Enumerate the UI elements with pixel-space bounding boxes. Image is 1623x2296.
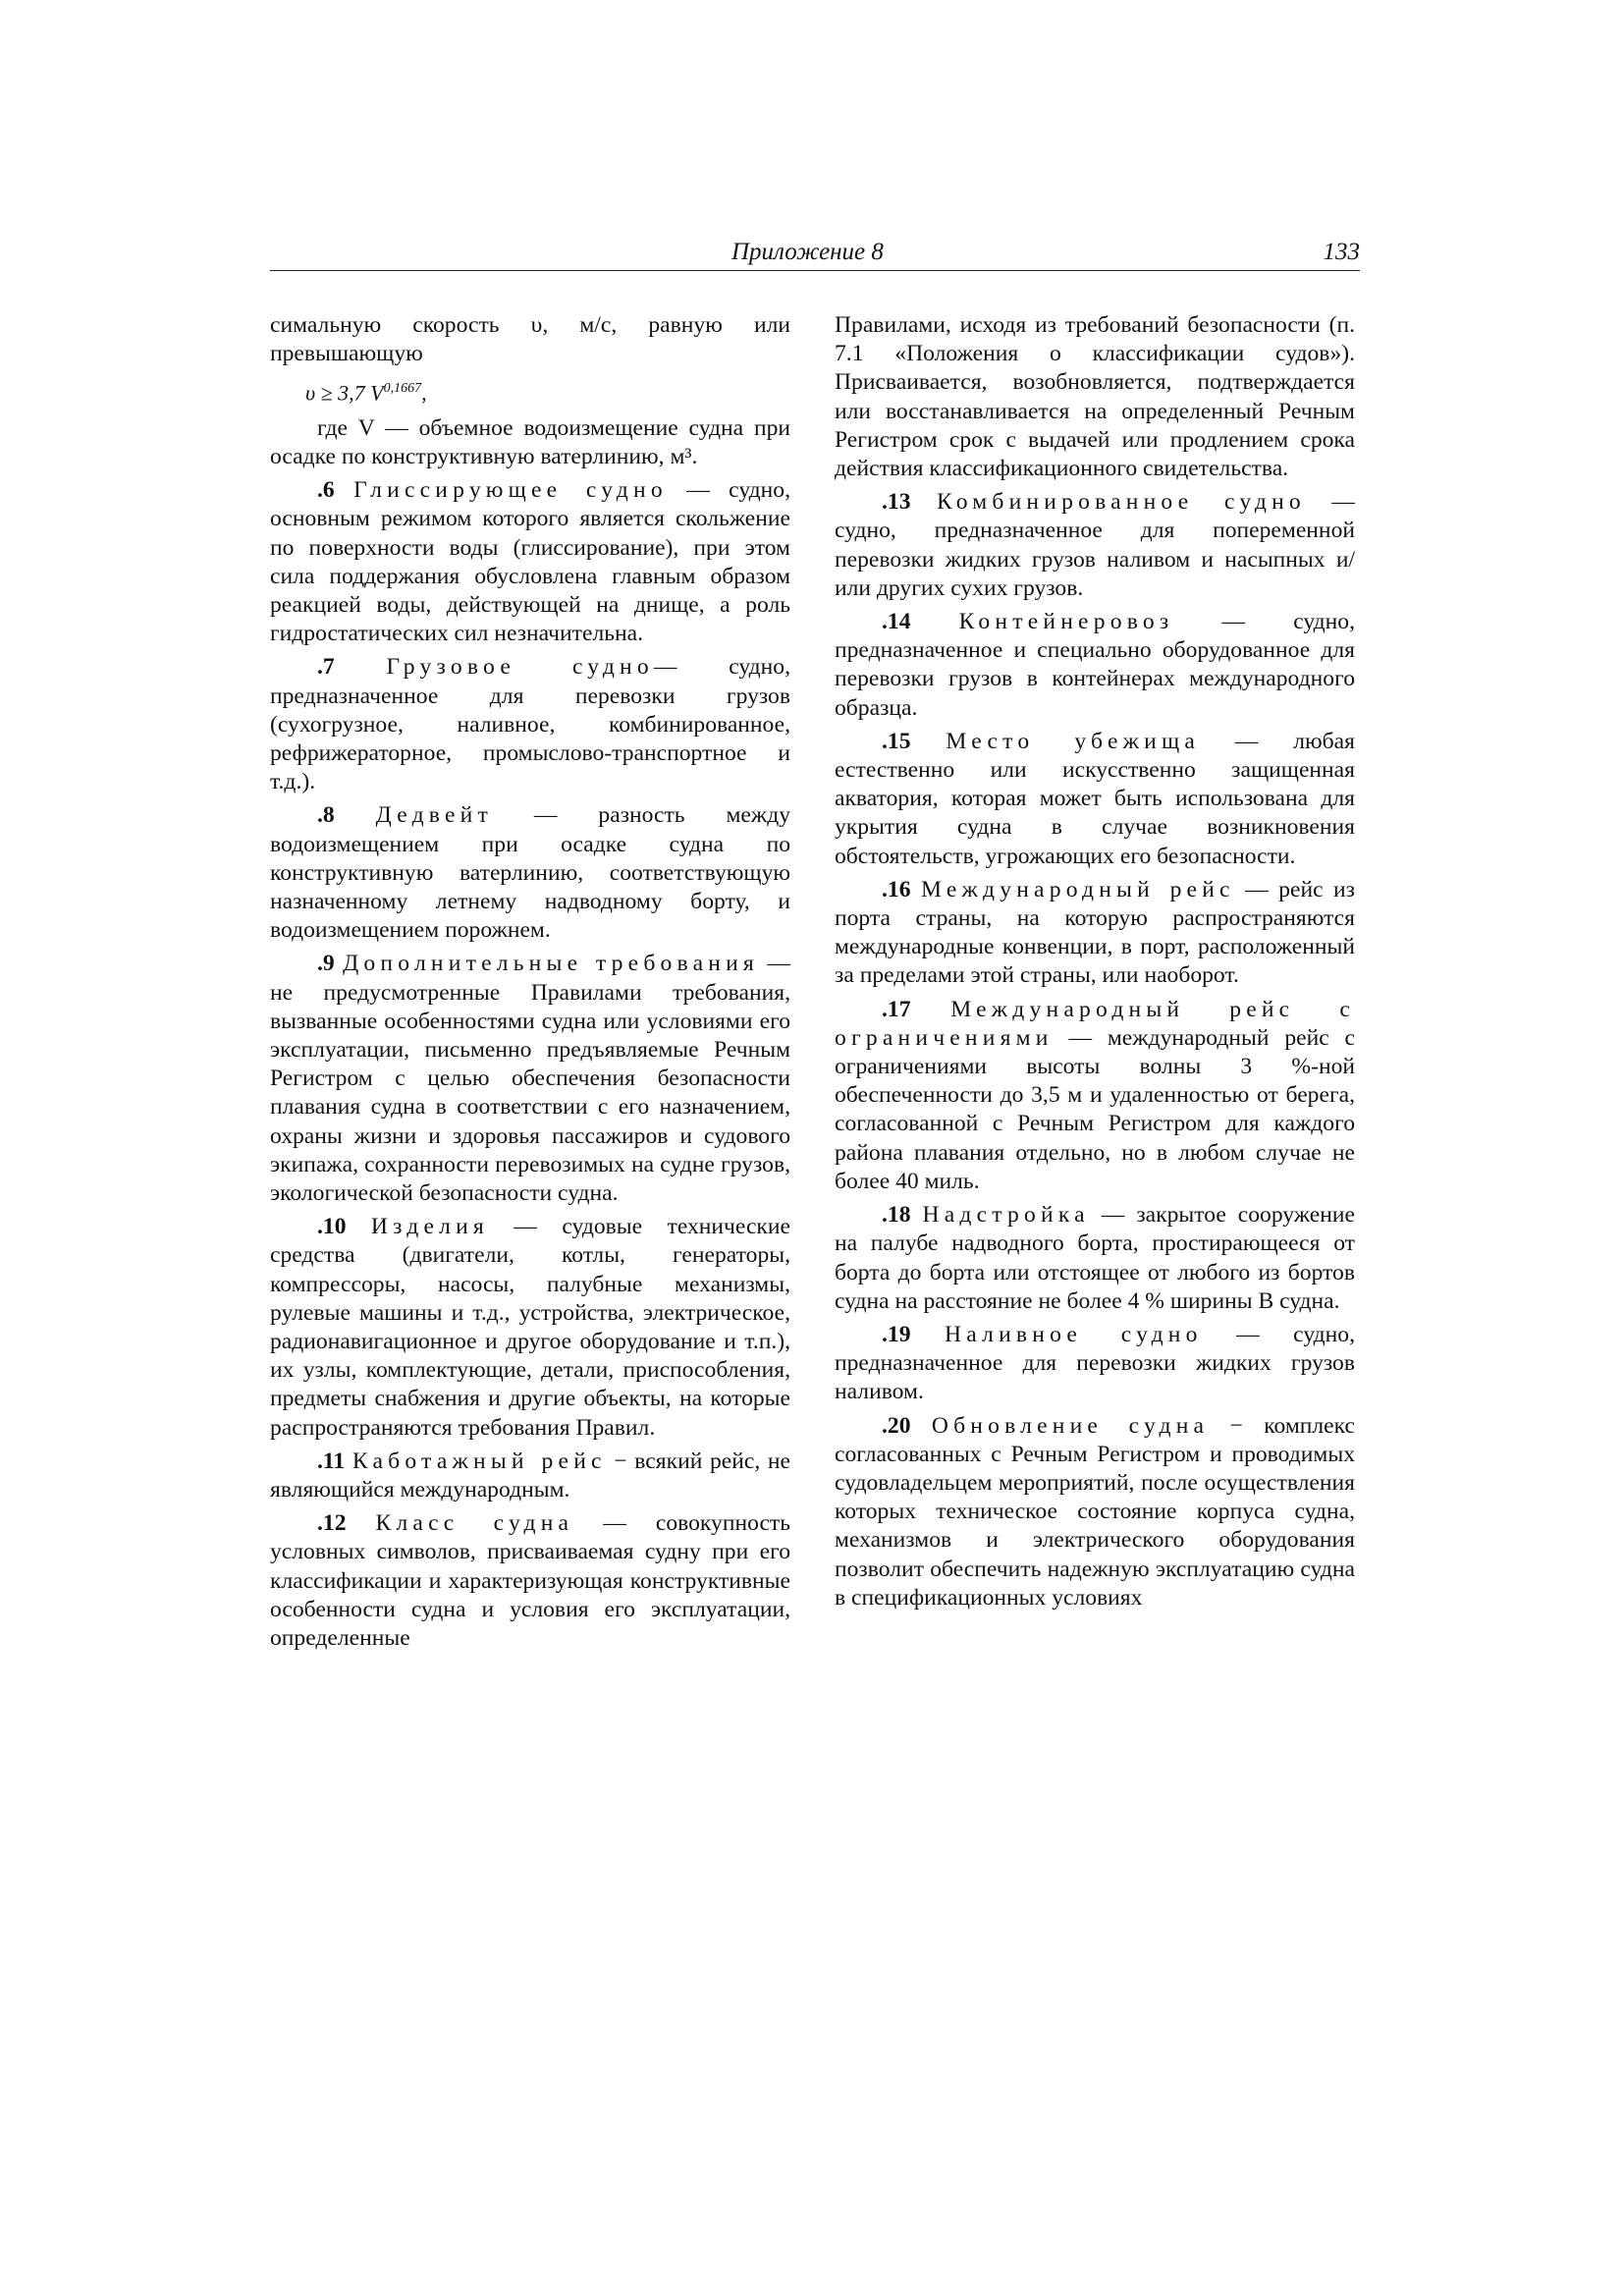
formula-exponent: 0,1667 (383, 381, 422, 397)
entry-term: Обновление судна (931, 1412, 1210, 1439)
right-column (835, 311, 1355, 1613)
entry-text: — международный рейс с ограничениями высоты волны 3 %-ной обеспеченности до 3,5 м и удаленностью от берега, согласованной с Речным Регистром для каждого района плавания отдельно, но в любом случае не более 40 миль. (835, 1024, 1355, 1194)
entry-term: Глиссирующее судно (353, 477, 668, 504)
entry-term: Комбинированное судно (936, 489, 1306, 516)
entry-text: — не предусмотренные Правилами требования, вызванные особенностями судна или условиями его эксплуатации, письменно предъявляемые Речным Регистром с целью обеспечения безопасности плавания судна в соответствии с его назначением, охраны жизни и здоровья пассажиров и судового экипажа, сохранности перевозимых на судне грузов, экологической безопасности судна. (270, 951, 790, 1207)
entry-term: Грузовое судно (386, 654, 654, 681)
definition-entry-15 (835, 728, 1355, 871)
entry-term: Международный рейс с ограничениями (835, 996, 1355, 1051)
paragraph-continuation: симальную скорость υ, м/с, равную или превышающую (270, 312, 790, 367)
entry-number: .14 (882, 609, 911, 635)
page-number: 133 (1323, 239, 1360, 265)
entry-term: Класс судна (375, 1510, 574, 1537)
definition-entry-7 (270, 653, 790, 796)
entry-number: .18 (882, 1202, 911, 1229)
entry-text: — совокупность условных символов, присваиваемая судну при его классификации и характеризующая конструктивные особенности судна и условия его эксплуатации, определенные (270, 1510, 790, 1652)
entry-number: .15 (882, 728, 911, 754)
entry-term: Надстройка (922, 1202, 1090, 1229)
entry-number: .6 (317, 477, 335, 504)
definition-entry-6 (270, 476, 790, 648)
definition-entry-10 (270, 1213, 790, 1443)
definition-entry-17 (835, 996, 1355, 1196)
formula-lhs: υ ≥ 3,7 V (305, 380, 384, 406)
header-title: Приложение 8 (731, 239, 884, 265)
entry-text: — любая естественно или искусственно защищенная акватория, которая может быть использована для укрытия судна в случае возникновения обстоятельств, угрожающих его безопасности. (835, 728, 1355, 869)
entry-text: — разность между водоизмещением при осадке судна по конструктивную ватерлинию, соответствующую назначенному летнему надводному борту, и водоизмещением порожнем. (270, 802, 790, 944)
definition-entry-20 (835, 1412, 1355, 1613)
entry-text: — рейс из порта страны, на которую распространяются международные конвенции, в порт, расположенный за пределами этой страны, или наоборот. (835, 876, 1355, 989)
definition-entry-13 (835, 488, 1355, 603)
entry-term: Дедвейт (375, 802, 493, 829)
entry-term: Наливное судно (944, 1321, 1203, 1347)
entry-text: — судно, предназначенное для попеременной перевозки жидких грузов наливом и насыпных и/или других сухих грузов. (835, 489, 1355, 601)
entry-number: .11 (317, 1448, 346, 1474)
entry-number: .9 (317, 951, 335, 977)
entry-number: .13 (882, 489, 911, 516)
formula-tail: , (421, 380, 427, 406)
entry-number: .7 (317, 654, 335, 681)
entry-number: .16 (882, 876, 911, 902)
entry-term: Международный рейс (920, 876, 1235, 902)
formula-explanation: где V — объемное водоизмещение судна при осадке по конструктивную ватерлинию, м³. (270, 414, 790, 469)
entry-term: Дополнительные требования (343, 951, 759, 977)
entry-number: .10 (317, 1214, 347, 1240)
definition-entry-16 (835, 876, 1355, 991)
entry-number: .20 (882, 1412, 911, 1439)
entry-text: — судно, предназначенное и специально оборудованное для перевозки грузов в контейнерах международного образца. (835, 609, 1355, 721)
entry-term: Каботажный рейс (352, 1448, 607, 1474)
entry-number: .17 (882, 996, 911, 1022)
entry-term: Изделия (370, 1214, 489, 1240)
entry-term: Контейнеровоз (958, 609, 1174, 635)
entry-term: Место убежища (946, 728, 1200, 754)
definition-entry-9 (270, 950, 790, 1208)
left-column (270, 311, 790, 1653)
definition-entry-19 (835, 1321, 1355, 1407)
entry-text: — закрытое сооружение на палубе надводного борта, простирающееся от борта до борта или отстоящее от любого из бортов судна на расстояние не более 4 % ширины В судна. (835, 1202, 1355, 1314)
running-header (270, 239, 1360, 271)
entry-text: — судно, основным режимом которого является скольжение по поверхности воды (глиссирование), при этом сила поддержания обусловлена главным образом реакцией воды, действующей на днище, а роль гидростатических сил незначительна. (270, 477, 790, 647)
entry-text: — судно, предназначенное для перевозки жидких грузов наливом. (835, 1321, 1355, 1405)
entry-number: .12 (317, 1510, 347, 1537)
entry-text: − комплекс согласованных с Речным Регистром и проводимых судовладельцем мероприятий, после осуществления которых техническое состояние корпуса судна, механизмов и электрического оборудования позволит обеспечить надежную эксплуатацию судна в спецификационных условиях (835, 1412, 1355, 1611)
definition-entry-12 (270, 1509, 790, 1653)
entry-number: .19 (882, 1321, 911, 1347)
definition-entry-8 (270, 801, 790, 945)
formula (305, 374, 790, 408)
paragraph-continuation: Правилами, исходя из требований безопасности (п. 7.1 «Положения о классификации судов»). Присваивается, возобновляется, подтверждается или восстанавливается на определенный Речным Регистром срок с выдачей или продлением срока действия классификационного свидетельства. (835, 312, 1355, 482)
entry-text: − всякий рейс, не являющийся международным. (270, 1448, 790, 1503)
entry-text: — судно, предназначенное для перевозки грузов (сухогрузное, наливное, комбинированное, рефрижераторное, промыслово-транспортное и т.д.). (270, 654, 790, 795)
entry-number: .8 (317, 802, 335, 829)
entry-text: — судовые технические средства (двигатели, котлы, генераторы, компрессоры, насосы, палубные механизмы, рулевые машины и т.д., устройства, электрическое, радионавигационное и другое оборудование и т.п.), их узлы, комплектующие, детали, приспособления, предметы снабжения и другие объекты, на которые распространяются требования Правил. (270, 1214, 790, 1441)
definition-entry-11 (270, 1448, 790, 1504)
definition-entry-18 (835, 1201, 1355, 1316)
definition-entry-14 (835, 608, 1355, 723)
